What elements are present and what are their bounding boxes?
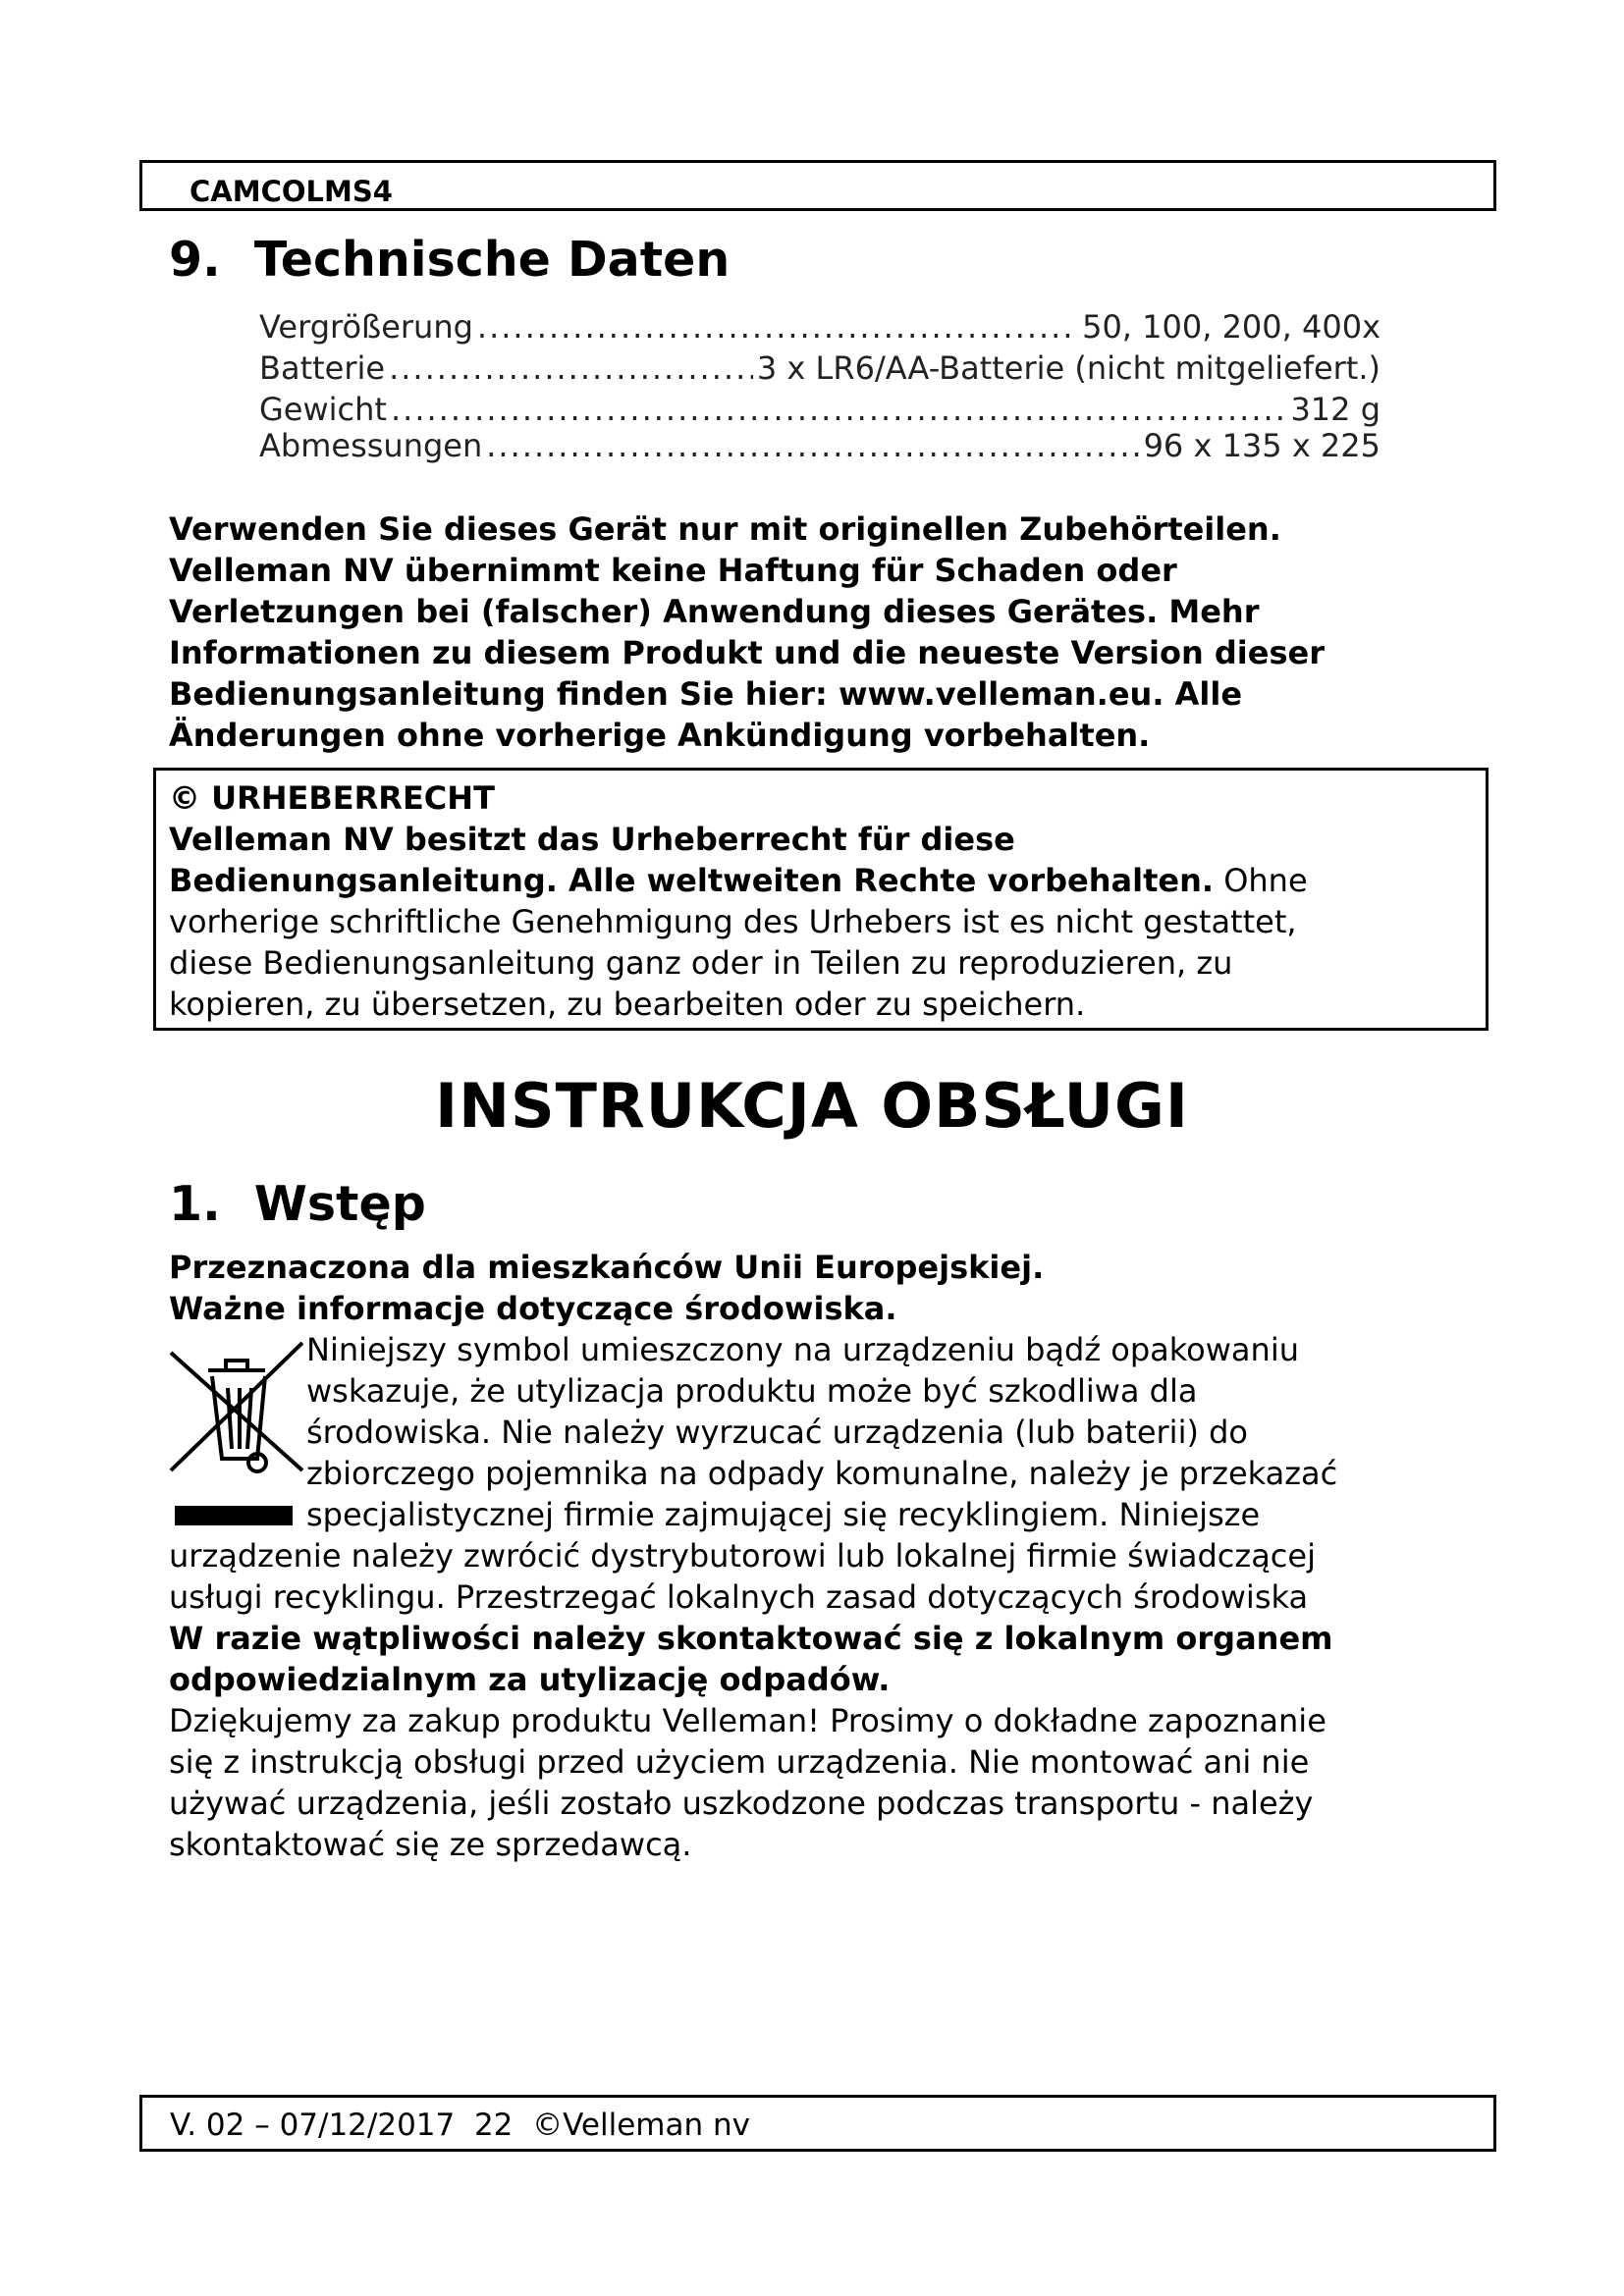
- page-footer: [139, 2095, 1496, 2152]
- copyright-line: diese Bedienungsanleitung ganz oder in Teilen zu reproduzieren, zu: [169, 944, 1233, 982]
- warning-line: odpowiedzialnym za utylizację odpadów.: [169, 1661, 891, 1698]
- copyright-line: kopieren, zu übersetzen, zu bearbeiten oder zu speichern.: [169, 986, 1086, 1023]
- weee-line: wskazuje, że utylizacja produktu może być szkodliwa dla: [306, 1372, 1198, 1410]
- weee-line: Niniejszy symbol umieszczony na urządzeniu bądź opakowaniu: [306, 1331, 1299, 1368]
- spec-label: Vergrößerung: [259, 308, 473, 346]
- copyright-text: [169, 777, 1445, 1025]
- spec-row: [259, 348, 1380, 388]
- notice-line: Velleman NV übernimmt keine Haftung für Schaden oder: [169, 552, 1177, 589]
- eu-notice-line: Przeznaczona dla mieszkańców Unii Europejskiej.: [169, 1249, 1045, 1286]
- manual-title: INSTRUKCJA OBSŁUGI: [435, 1070, 1189, 1142]
- weee-line: środowiska. Nie należy wyrzucać urządzenia (lub baterii) do: [306, 1414, 1248, 1451]
- eu-notice: [169, 1247, 1445, 1329]
- notice-paragraph: [169, 508, 1445, 756]
- notice-line: Informationen zu diesem Produkt und die neueste Version dieser: [169, 634, 1325, 671]
- weee-line: specjalistycznej firmie zajmującej się recyklingiem. Niniejsze: [306, 1496, 1261, 1533]
- weee-text-indented: [306, 1329, 1583, 1535]
- weee-text-full: [169, 1535, 1445, 1618]
- thanks-line: się z instrukcją obsługi przed użyciem urządzenia. Nie montować ani nie: [169, 1743, 1310, 1781]
- weee-bin-icon: [167, 1333, 306, 1529]
- spec-value: 50, 100, 200, 400x: [1082, 308, 1380, 346]
- eu-notice-line: Ważne informacje dotyczące środowiska.: [169, 1290, 897, 1327]
- copyright-line: Bedienungsanleitung. Alle weltweiten Rechte vorbehalten. Ohne: [169, 862, 1308, 899]
- thanks-line: Dziękujemy za zakup produktu Velleman! Prosimy o dokładne zapoznanie: [169, 1702, 1326, 1739]
- footer-text: V. 02 – 07/12/2017 22 ©Velleman nv: [170, 2108, 750, 2143]
- notice-line: Bedienungsanleitung finden Sie hier: www.velleman.eu. Alle: [169, 675, 1243, 713]
- notice-line: Verwenden Sie dieses Gerät nur mit originellen Zubehörteilen.: [169, 510, 1281, 548]
- weee-line: urządzenie należy zwrócić dystrybutorowi lub lokalnej firmie świadczącej: [169, 1537, 1316, 1575]
- thanks-line: używać urządzenia, jeśli zostało uszkodzone podczas transportu - należy: [169, 1785, 1314, 1822]
- weee-line: zbiorczego pojemnika na odpady komunalne, należy je przekazać: [306, 1455, 1338, 1492]
- warning-line: W razie wątpliwości należy skontaktować się z lokalnym organem: [169, 1620, 1333, 1657]
- weee-line: usługi recyklingu. Przestrzegać lokalnych zasad dotyczących środowiska: [169, 1578, 1309, 1616]
- spec-value: 3 x LR6/AA-Batterie (nicht mitgeliefert.): [756, 349, 1380, 387]
- page-header: [139, 160, 1496, 211]
- spec-label: Gewicht: [259, 391, 387, 428]
- copyright-line: vorherige schriftliche Genehmigung des Urhebers ist es nicht gestattet,: [169, 903, 1297, 940]
- disposal-warning: [169, 1618, 1445, 1700]
- copyright-title: © URHEBERRECHT: [169, 779, 495, 817]
- spec-row: [259, 307, 1380, 347]
- thanks-paragraph: [169, 1700, 1445, 1865]
- model-number: CAMCOLMS4: [189, 175, 393, 208]
- section-heading-tech-data: 9. Technische Daten: [169, 232, 731, 288]
- copyright-line: Velleman NV besitzt das Urheberrecht für diese: [169, 821, 1015, 858]
- spec-row: [259, 390, 1380, 429]
- section-heading-intro: 1. Wstęp: [169, 1176, 426, 1232]
- thanks-line: skontaktować się ze sprzedawcą.: [169, 1826, 692, 1863]
- spec-row: [259, 426, 1380, 465]
- spec-label: Abmessungen: [259, 427, 483, 464]
- notice-line: Verletzungen bei (falscher) Anwendung dieses Gerätes. Mehr: [169, 593, 1260, 630]
- notice-line: Änderungen ohne vorherige Ankündigung vorbehalten.: [169, 717, 1151, 754]
- spec-value: 312 g: [1290, 391, 1380, 428]
- spec-label: Batterie: [259, 349, 386, 387]
- spec-value: 96 x 135 x 225: [1143, 427, 1380, 464]
